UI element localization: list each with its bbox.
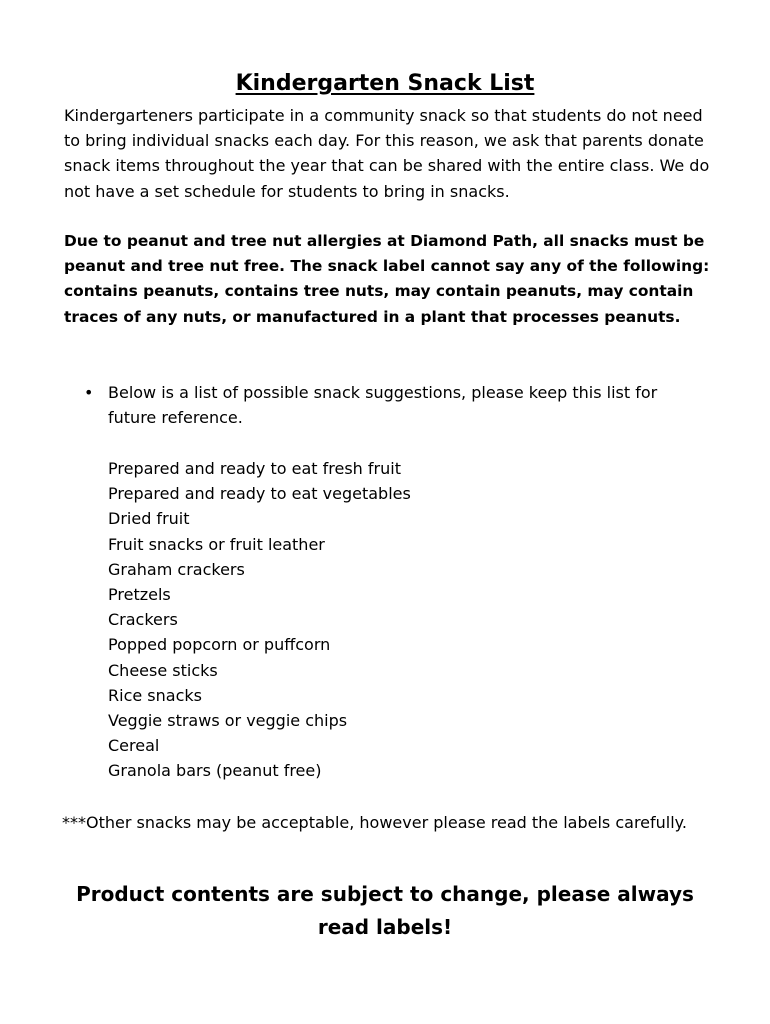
snack-list [108,456,411,784]
list-item: Pretzels [108,585,171,605]
list-item: Crackers [108,610,178,630]
page-title [0,68,770,100]
list-item: Dried fruit [108,509,190,529]
list-item: Graham crackers [108,559,245,579]
list-item: Prepared and ready to eat fresh fruit [108,459,401,478]
list-item: Rice snacks [108,685,202,705]
bullet-icon: • [84,383,94,402]
list-item: Granola bars (peanut free) [108,761,322,781]
list-item: Fruit snacks or fruit leather [108,534,325,554]
page-title-text: Kindergarten Snack List [235,71,535,96]
allergy-notice: Due to peanut and tree nut allergies at Diamond Path, all snacks must be peanut and tree nut free. The snack label cannot say any of the following: contains peanuts, contains tree nuts, may contain peanuts, may contain traces of any nuts, or manufactured in a plant that processes peanuts. [64,232,710,326]
labels-note: ***Other snacks may be acceptable, however please read the labels carefully. [62,813,687,832]
list-item: Prepared and ready to eat vegetables [108,484,411,504]
intro-paragraph: Kindergarteners participate in a community snack so that students do not need to bring individual snacks each day. For this reason, we ask that parents donate snack items throughout the year that can be shared with the entire class. We do not have a set schedule for students to bring in snacks. [64,106,710,201]
suggestion-bullet [84,380,704,430]
bullet-text: Below is a list of possible snack suggestions, please keep this list for future reference. [108,383,658,428]
list-item: Veggie straws or veggie chips [108,711,348,731]
list-item: Cheese sticks [108,660,218,680]
list-item: Cereal [108,736,160,756]
closing-warning: Product contents are subject to change, please always read labels! [76,882,694,939]
list-item: Popped popcorn or puffcorn [108,635,331,655]
